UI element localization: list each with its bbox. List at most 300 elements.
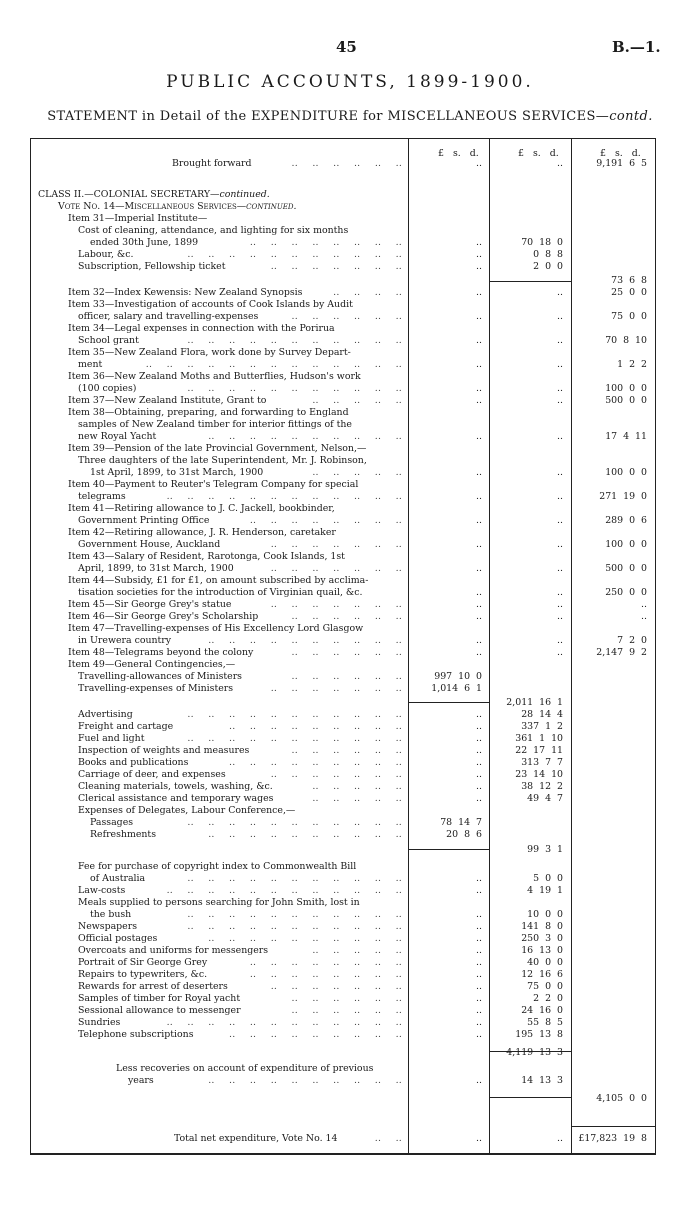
row-description: Item 36—New Zealand Moths and Butterflies, Hudson's work (68, 371, 361, 382)
row-description: officer, salary and travelling-expenses (78, 311, 259, 322)
leader-dots: .. .. .. .. .. .. .. .. .. .. (193, 1075, 402, 1086)
row-description: Samples of timber for Royal yacht (78, 993, 241, 1004)
leader-dots: .. .. .. .. .. .. .. .. .. .. .. (172, 873, 402, 884)
amount-c3: 500 0 0 (605, 395, 647, 406)
row-description: years (128, 1075, 154, 1086)
amount-c1: .. (476, 587, 482, 598)
row-description: Sessional allowance to messenger (78, 1005, 241, 1016)
table-row (0, 443, 700, 455)
amount-c1: .. (476, 359, 482, 370)
table-row (0, 873, 700, 885)
column-header-1: £ s. d. (438, 148, 479, 159)
table-row (0, 407, 700, 419)
table-row (0, 395, 700, 407)
leader-dots: .. .. .. .. .. .. (277, 671, 402, 682)
leader-dots: .. .. .. .. (318, 287, 402, 298)
table-row (0, 261, 700, 273)
table-row (0, 981, 700, 993)
row-description: Clerical assistance and temporary wages (78, 793, 274, 804)
row-description: Labour, &c. (78, 249, 134, 260)
table-row (0, 539, 700, 551)
table-row (0, 503, 700, 515)
table-row (0, 287, 700, 299)
amount-c2: .. (557, 611, 563, 622)
leader-dots: .. .. .. .. .. .. .. .. (235, 237, 402, 248)
table-row (0, 769, 700, 781)
sum-rule (572, 1126, 655, 1127)
table-row (0, 745, 700, 757)
row-description: Item 41—Retiring allowance to J. C. Jackell, bookbinder, (68, 503, 335, 514)
row-description: April, 1899, to 31st March, 1900 (78, 563, 234, 574)
amount-c2: 70 18 0 (521, 237, 563, 248)
table-row (0, 957, 700, 969)
amount-c2: 5 0 0 (533, 873, 563, 884)
table-row (0, 1133, 700, 1145)
table-row (0, 347, 700, 359)
table-row (0, 611, 700, 623)
amount-c2: .. (557, 395, 563, 406)
page-title: PUBLIC ACCOUNTS, 1899-1900. (166, 72, 534, 92)
column-header-2: £ s. d. (518, 148, 559, 159)
amount-c2: .. (557, 359, 563, 370)
row-description: Rewards for arrest of deserters (78, 981, 228, 992)
amount-c2: .. (557, 1133, 563, 1144)
amount-c3: 70 8 10 (605, 335, 647, 346)
leader-dots: .. .. .. .. .. .. .. (256, 539, 402, 550)
amount-c2: 0 8 8 (533, 249, 563, 260)
leader-dots: .. .. .. .. .. .. .. .. .. .. .. (172, 383, 402, 394)
table-row (0, 1063, 700, 1075)
amount-c1: .. (476, 945, 482, 956)
amount-c1: .. (476, 933, 482, 944)
leader-dots: .. .. .. .. .. .. .. .. .. .. .. (172, 817, 402, 828)
table-row (0, 225, 700, 237)
amount-c3: 289 0 6 (605, 515, 647, 526)
leader-dots: .. .. .. .. .. .. .. .. (235, 969, 402, 980)
row-description: of Australia (90, 873, 146, 884)
table-row (0, 158, 700, 170)
amount-c2: 2 2 0 (533, 993, 563, 1004)
table-row (0, 757, 700, 769)
table-row (0, 671, 700, 683)
row-description: Less recoveries on account of expenditure of previous (116, 1063, 374, 1074)
row-description: Law-costs (78, 885, 126, 896)
amount-c1: .. (476, 957, 482, 968)
amount-c1: .. (476, 1029, 482, 1040)
row-description: telegrams (78, 491, 126, 502)
table-row (0, 323, 700, 335)
amount-c2: .. (557, 311, 563, 322)
row-description: Vote No. 14—Miscellaneous Services—continued. (58, 201, 297, 212)
leader-dots: .. .. .. .. .. .. (277, 158, 402, 169)
amount-c1: .. (476, 873, 482, 884)
amount-c2: 14 13 3 (521, 1075, 563, 1086)
table-row (0, 563, 700, 575)
amount-c2: 337 1 2 (521, 721, 563, 732)
row-description: (100 copies) (78, 383, 137, 394)
leader-dots: .. .. .. .. .. .. .. .. (235, 515, 402, 526)
amount-c2: .. (557, 647, 563, 658)
table-row (0, 897, 700, 909)
subtitle-text: STATEMENT in Detail of the EXPENDITURE for MISCELLANEOUS SERVICES— (47, 109, 610, 124)
amount-c2: 10 0 0 (527, 909, 563, 920)
leader-dots: .. .. .. .. .. .. .. .. .. .. .. (172, 921, 402, 932)
row-description: Item 37—New Zealand Institute, Grant to (68, 395, 267, 406)
table-row (0, 844, 700, 856)
row-description: Expenses of Delegates, Labour Conference,— (78, 805, 296, 816)
row-description: samples of New Zealand timber for interior fittings of the (78, 419, 352, 430)
row-description: Books and publications (78, 757, 189, 768)
row-description: tisation societies for the introduction of Virginian quail, &c. (78, 587, 363, 598)
amount-c1: .. (476, 885, 482, 896)
leader-dots: .. .. .. .. .. .. .. .. .. (214, 721, 402, 732)
table-row (0, 335, 700, 347)
amount-c1: .. (476, 261, 482, 272)
table-row (0, 1093, 700, 1105)
leader-dots: .. .. .. .. .. .. (277, 993, 402, 1004)
row-description: Refreshments (90, 829, 157, 840)
leader-dots: .. .. .. .. .. .. .. .. .. .. (193, 829, 402, 840)
row-description: ended 30th June, 1899 (90, 237, 199, 248)
amount-c3: .. (641, 611, 647, 622)
leader-dots: .. .. .. .. .. .. .. (256, 683, 402, 694)
table-row (0, 623, 700, 635)
amount-c1: .. (476, 635, 482, 646)
amount-c2: 40 0 0 (527, 957, 563, 968)
amount-c1: .. (476, 311, 482, 322)
table-row (0, 275, 700, 287)
table-row (0, 189, 700, 201)
amount-c1: .. (476, 1075, 482, 1086)
row-description: Item 47—Travelling-expenses of His Excellency Lord Glasgow (68, 623, 364, 634)
amount-c1: .. (476, 287, 482, 298)
row-description: Item 33—Investigation of accounts of Cook Islands by Audit (68, 299, 353, 310)
amount-c3: 17 4 11 (605, 431, 647, 442)
table-row (0, 201, 700, 213)
table-row (0, 299, 700, 311)
leader-dots: .. .. .. .. .. .. .. .. .. .. .. .. (152, 1017, 402, 1028)
amount-c1: .. (476, 563, 482, 574)
row-description: Repairs to typewriters, &c. (78, 969, 208, 980)
amount-c2: 55 8 5 (527, 1017, 563, 1028)
row-description: Item 49—General Contingencies,— (68, 659, 236, 670)
row-description: Passages (90, 817, 134, 828)
table-row (0, 647, 700, 659)
row-description: Travelling-allowances of Ministers (78, 671, 242, 682)
amount-c1: .. (476, 237, 482, 248)
table-row (0, 659, 700, 671)
row-description: Sundries (78, 1017, 121, 1028)
amount-c2: 2 0 0 (533, 261, 563, 272)
table-top-rule (30, 138, 656, 139)
row-description: ment (78, 359, 103, 370)
row-description: Fee for purchase of copyright index to Commonwealth Bill (78, 861, 357, 872)
amount-c2: .. (557, 599, 563, 610)
table-row (0, 1017, 700, 1029)
amount-c3: 271 19 0 (599, 491, 647, 502)
leader-dots: .. .. .. .. .. .. .. (256, 769, 402, 780)
amount-c1: .. (476, 467, 482, 478)
amount-c3: 7 2 0 (617, 635, 647, 646)
amount-c1: 997 10 0 (434, 671, 482, 682)
row-description: Inspection of weights and measures (78, 745, 250, 756)
table-row (0, 683, 700, 695)
amount-c1: .. (476, 769, 482, 780)
row-description: Newspapers (78, 921, 138, 932)
table-row (0, 721, 700, 733)
table-row (0, 793, 700, 805)
row-description: Travelling-expenses of Ministers (78, 683, 234, 694)
row-description: the bush (90, 909, 132, 920)
amount-c2: 4 19 1 (527, 885, 563, 896)
table-row (0, 515, 700, 527)
row-description: Item 45—Sir George Grey's statue (68, 599, 232, 610)
row-description: Carriage of deer, and expenses (78, 769, 226, 780)
leader-dots: .. .. .. .. .. .. (277, 745, 402, 756)
table-row (0, 635, 700, 647)
amount-c1: .. (476, 721, 482, 732)
amount-c3: 1 2 2 (617, 359, 647, 370)
amount-c1: .. (476, 969, 482, 980)
row-description: Item 31—Imperial Institute— (68, 213, 208, 224)
leader-dots: .. .. .. .. .. (297, 781, 402, 792)
row-description: Three daughters of the late Superintendent, Mr. J. Robinson, (78, 455, 367, 466)
row-description: Subscription, Fellowship ticket (78, 261, 226, 272)
amount-c1: 78 14 7 (440, 817, 482, 828)
leader-dots: .. .. .. .. .. .. (277, 311, 402, 322)
amount-c3: 9,191 6 5 (596, 158, 647, 169)
leader-dots: .. .. .. .. .. .. .. .. .. .. (193, 933, 402, 944)
row-description: CLASS II.—COLONIAL SECRETARY—continued. (38, 189, 270, 200)
table-row (0, 491, 700, 503)
amount-c2: .. (557, 335, 563, 346)
amount-c2: 99 3 1 (527, 844, 563, 855)
amount-c1: .. (476, 1005, 482, 1016)
row-description: Freight and cartage (78, 721, 174, 732)
table-row (0, 781, 700, 793)
amount-c1: .. (476, 709, 482, 720)
table-row (0, 921, 700, 933)
table-row (0, 1075, 700, 1087)
leader-dots: .. .. .. .. .. .. .. .. .. (214, 1029, 402, 1040)
table-row (0, 709, 700, 721)
row-description: Government Printing Office (78, 515, 210, 526)
leader-dots: .. .. .. .. .. .. .. .. .. (214, 757, 402, 768)
leader-dots: .. .. (360, 1133, 402, 1144)
table-row (0, 371, 700, 383)
amount-c1: .. (476, 909, 482, 920)
row-description: Item 34—Legal expenses in connection with the Porirua (68, 323, 335, 334)
amount-c1: .. (476, 647, 482, 658)
leader-dots: .. .. .. .. .. .. .. .. .. .. .. (172, 249, 402, 260)
leader-dots: .. .. .. .. .. .. .. .. .. .. (193, 635, 402, 646)
amount-c2: 141 8 0 (521, 921, 563, 932)
leader-dots: .. .. .. .. .. .. .. .. (235, 957, 402, 968)
leader-dots: .. .. .. .. .. (297, 395, 402, 406)
leader-dots: .. .. .. .. .. .. (277, 647, 402, 658)
table-row (0, 1005, 700, 1017)
leader-dots: .. .. .. .. .. (297, 793, 402, 804)
row-description: new Royal Yacht (78, 431, 157, 442)
leader-dots: .. .. .. .. .. .. .. .. .. .. .. (172, 733, 402, 744)
table-row (0, 575, 700, 587)
amount-c1: .. (476, 158, 482, 169)
document-reference: B.—1. (612, 38, 661, 56)
amount-c3: 100 0 0 (605, 539, 647, 550)
column-header-3: £ s. d. (600, 148, 641, 159)
amount-c1: .. (476, 981, 482, 992)
table-row (0, 467, 700, 479)
amount-c2: .. (557, 158, 563, 169)
table-row (0, 933, 700, 945)
amount-c1: .. (476, 599, 482, 610)
table-row (0, 311, 700, 323)
amount-c3: 2,147 9 2 (596, 647, 647, 658)
leader-dots: .. .. .. .. .. (297, 467, 402, 478)
amount-c1: .. (476, 539, 482, 550)
table-row (0, 383, 700, 395)
table-row (0, 419, 700, 431)
amount-c1: .. (476, 611, 482, 622)
amount-c2: .. (557, 563, 563, 574)
amount-c1: .. (476, 515, 482, 526)
amount-c1: .. (476, 733, 482, 744)
amount-c2: 23 14 10 (515, 769, 563, 780)
amount-c2: 28 14 4 (521, 709, 563, 720)
statement-subtitle (0, 109, 700, 124)
table-row (0, 455, 700, 467)
leader-dots: .. .. .. .. .. .. (277, 1005, 402, 1016)
row-description: Item 39—Pension of the late Provincial Government, Nelson,— (68, 443, 367, 454)
amount-c2: 75 0 0 (527, 981, 563, 992)
table-row (0, 1029, 700, 1041)
row-description: Overcoats and uniforms for messengers (78, 945, 269, 956)
row-description: Brought forward (172, 158, 252, 169)
table-row (0, 829, 700, 841)
leader-dots: .. .. .. .. .. .. .. (256, 261, 402, 272)
amount-c3: 100 0 0 (605, 467, 647, 478)
leader-dots: .. .. .. .. .. (297, 945, 402, 956)
table-row (0, 599, 700, 611)
amount-c3: 75 0 0 (611, 311, 647, 322)
leader-dots: .. .. .. .. .. .. .. .. .. .. .. (172, 909, 402, 920)
amount-c1: .. (476, 431, 482, 442)
amount-c3: 100 0 0 (605, 383, 647, 394)
table-bottom-rule (30, 1153, 656, 1155)
table-row (0, 479, 700, 491)
table-row (0, 431, 700, 443)
row-continued: continued. (246, 201, 297, 212)
amount-c2: .. (557, 515, 563, 526)
row-description: Total net expenditure, Vote No. 14 (174, 1133, 338, 1144)
amount-c1: .. (476, 491, 482, 502)
row-description: Portrait of Sir George Grey (78, 957, 208, 968)
leader-dots: .. .. .. .. .. .. .. .. .. .. .. .. (152, 885, 402, 896)
amount-c1: .. (476, 793, 482, 804)
leader-dots: .. .. .. .. .. .. .. (256, 599, 402, 610)
row-description: Item 43—Salary of Resident, Rarotonga, Cook Islands, 1st (68, 551, 345, 562)
amount-c2: .. (557, 539, 563, 550)
row-description: Advertising (78, 709, 133, 720)
amount-c2: .. (557, 467, 563, 478)
row-description: Item 44—Subsidy, £1 for £1, on amount subscribed by acclima- (68, 575, 369, 586)
amount-c1: .. (476, 745, 482, 756)
subtitle-contd: contd. (609, 109, 653, 124)
amount-c1: .. (476, 335, 482, 346)
leader-dots: .. .. .. .. .. .. .. .. .. .. .. .. (152, 491, 402, 502)
leader-dots: .. .. .. .. .. .. .. .. .. .. (193, 431, 402, 442)
amount-c1: 1,014 6 1 (431, 683, 482, 694)
row-description: Item 38—Obtaining, preparing, and forwarding to England (68, 407, 349, 418)
row-description: Government House, Auckland (78, 539, 221, 550)
amount-c2: 22 17 11 (515, 745, 563, 756)
amount-c2: 250 3 0 (521, 933, 563, 944)
page-number: 45 (336, 38, 357, 56)
row-description: Item 35—New Zealand Flora, work done by Survey Depart- (68, 347, 351, 358)
amount-c2: .. (557, 383, 563, 394)
amount-c2: 4,119 13 3 (506, 1047, 563, 1058)
table-row (0, 697, 700, 709)
amount-c1: .. (476, 249, 482, 260)
amount-c3: 25 0 0 (611, 287, 647, 298)
row-continued: continued. (219, 189, 270, 200)
amount-c3: 500 0 0 (605, 563, 647, 574)
leader-dots: .. .. .. .. .. .. .. .. .. .. .. (172, 709, 402, 720)
row-description: Item 40—Payment to Reuter's Telegram Company for special (68, 479, 359, 490)
leader-dots: .. .. .. .. .. .. .. (256, 563, 402, 574)
row-description: Official postages (78, 933, 158, 944)
row-description: Cost of cleaning, attendance, and lighting for six months (78, 225, 349, 236)
amount-c1: .. (476, 1133, 482, 1144)
row-description: Meals supplied to persons searching for John Smith, lost in (78, 897, 360, 908)
amount-c2: 16 13 0 (521, 945, 563, 956)
leader-dots: .. .. .. .. .. .. (277, 611, 402, 622)
amount-c1: .. (476, 383, 482, 394)
table-row (0, 993, 700, 1005)
amount-c2: .. (557, 431, 563, 442)
amount-c2: 12 16 6 (521, 969, 563, 980)
amount-c1: 20 8 6 (446, 829, 482, 840)
table-row (0, 733, 700, 745)
table-row (0, 817, 700, 829)
amount-c2: .. (557, 635, 563, 646)
table-row (0, 551, 700, 563)
amount-c1: .. (476, 781, 482, 792)
amount-c1: .. (476, 757, 482, 768)
amount-c2: .. (557, 287, 563, 298)
amount-c1: .. (476, 395, 482, 406)
table-row (0, 527, 700, 539)
amount-c3: £17,823 19 8 (578, 1133, 647, 1144)
row-description: in Urewera country (78, 635, 172, 646)
row-description: Item 32—Index Kewensis: New Zealand Synopsis (68, 287, 303, 298)
amount-c2: 49 4 7 (527, 793, 563, 804)
amount-c3: 250 0 0 (605, 587, 647, 598)
amount-c2: .. (557, 491, 563, 502)
amount-c1: .. (476, 1017, 482, 1028)
leader-dots: .. .. .. .. .. .. .. (256, 981, 402, 992)
row-description: Item 46—Sir George Grey's Scholarship (68, 611, 259, 622)
amount-c2: 24 16 0 (521, 1005, 563, 1016)
row-description: 1st April, 1899, to 31st March, 1900 (90, 467, 264, 478)
amount-c2: 313 7 7 (521, 757, 563, 768)
amount-c1: .. (476, 921, 482, 932)
table-row (0, 969, 700, 981)
amount-c3: 4,105 0 0 (596, 1093, 647, 1104)
amount-c3: .. (641, 599, 647, 610)
table-row (0, 805, 700, 817)
table-row (0, 213, 700, 225)
